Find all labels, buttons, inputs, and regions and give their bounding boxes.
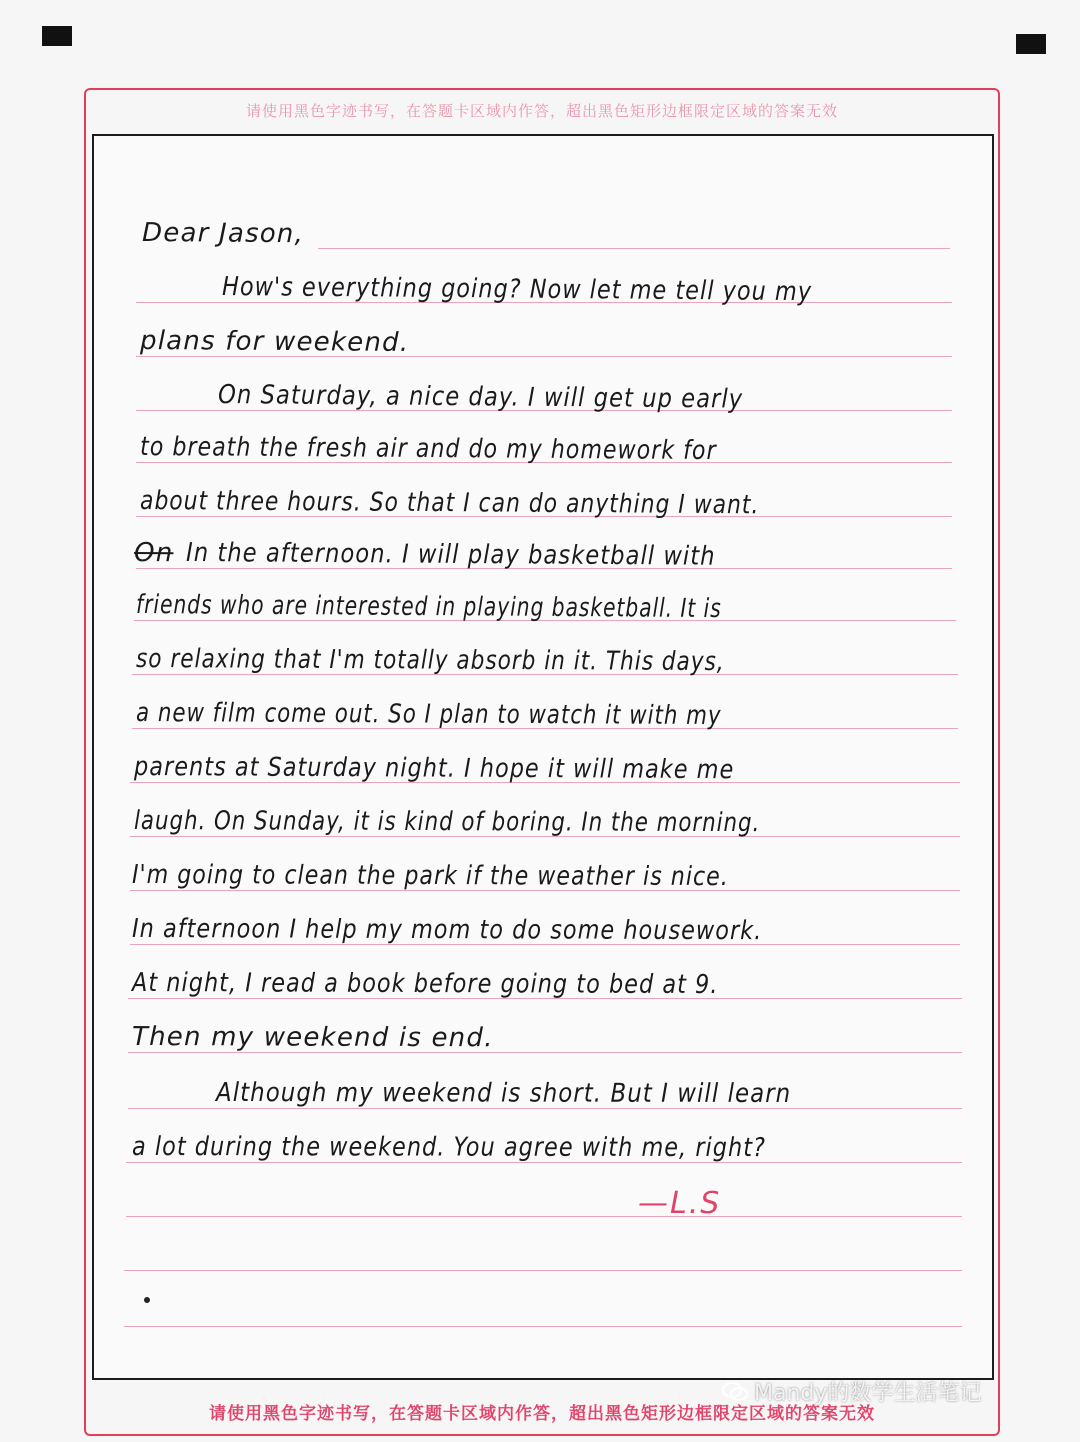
ruled-line xyxy=(126,1216,962,1217)
top-instruction: 请使用黑色字迹书写，在答题卡区域内作答，超出黑色矩形边框限定区域的答案无效 xyxy=(245,102,838,120)
letter-line-14: In afternoon I help my mom to do some housework. xyxy=(132,914,763,947)
letter-line-8: friends who are interested in playing basketball. It is xyxy=(136,590,722,625)
letter-line-10: a new film come out. So I plan to watch it with my xyxy=(136,698,722,732)
letter-line-2: How's everything going? Now let me tell you my xyxy=(222,272,813,308)
letter-line-5: to breath the fresh air and do my homework for xyxy=(140,432,717,467)
ruled-line xyxy=(318,248,950,249)
letter-line-15: At night, I read a book before going to bed at 9. xyxy=(132,968,719,1001)
letter-line-18: a lot during the weekend. You agree with me, right? xyxy=(132,1132,766,1164)
signature: —L.S xyxy=(638,1186,722,1221)
letter-line-1: Dear Jason, xyxy=(142,218,305,250)
letter-line-9: so relaxing that I'm totally absorb in it. This days, xyxy=(136,644,725,678)
watermark xyxy=(722,1376,981,1407)
ruled-line xyxy=(124,1326,962,1327)
ruled-line xyxy=(124,1270,962,1271)
alignment-marker-right xyxy=(1016,34,1046,54)
letter-line-12: laugh. On Sunday, it is kind of boring. In the morning. xyxy=(134,806,761,839)
letter-line-13: I'm going to clean the park if the weather is nice. xyxy=(132,860,729,893)
letter-line-4: On Saturday, a nice day. I will get up early xyxy=(218,380,744,415)
letter-line-6: about three hours. So that I can do anything I want. xyxy=(140,486,760,521)
chat-bubble-icon xyxy=(722,1381,748,1403)
ink-dot xyxy=(144,1297,150,1303)
letter-line-3: plans for weekend. xyxy=(140,326,410,358)
watermark-text: Mandy的数学生活笔记 xyxy=(754,1381,982,1406)
letter-line-7: In the afternoon. I will play basketball with xyxy=(186,538,716,572)
bottom-instruction: 请使用黑色字迹书写，在答题卡区域内作答，超出黑色矩形边框限定区域的答案无效 xyxy=(209,1404,875,1424)
letter-line-17: Although my weekend is short. But I will learn xyxy=(216,1078,792,1110)
letter-line-7-prefix xyxy=(134,538,174,568)
letter-line-11: parents at Saturday night. I hope it will make me xyxy=(134,752,735,786)
crossed-out-word: On xyxy=(134,538,174,569)
letter-line-16: Then my weekend is end. xyxy=(132,1022,494,1054)
alignment-marker-left xyxy=(42,26,72,46)
